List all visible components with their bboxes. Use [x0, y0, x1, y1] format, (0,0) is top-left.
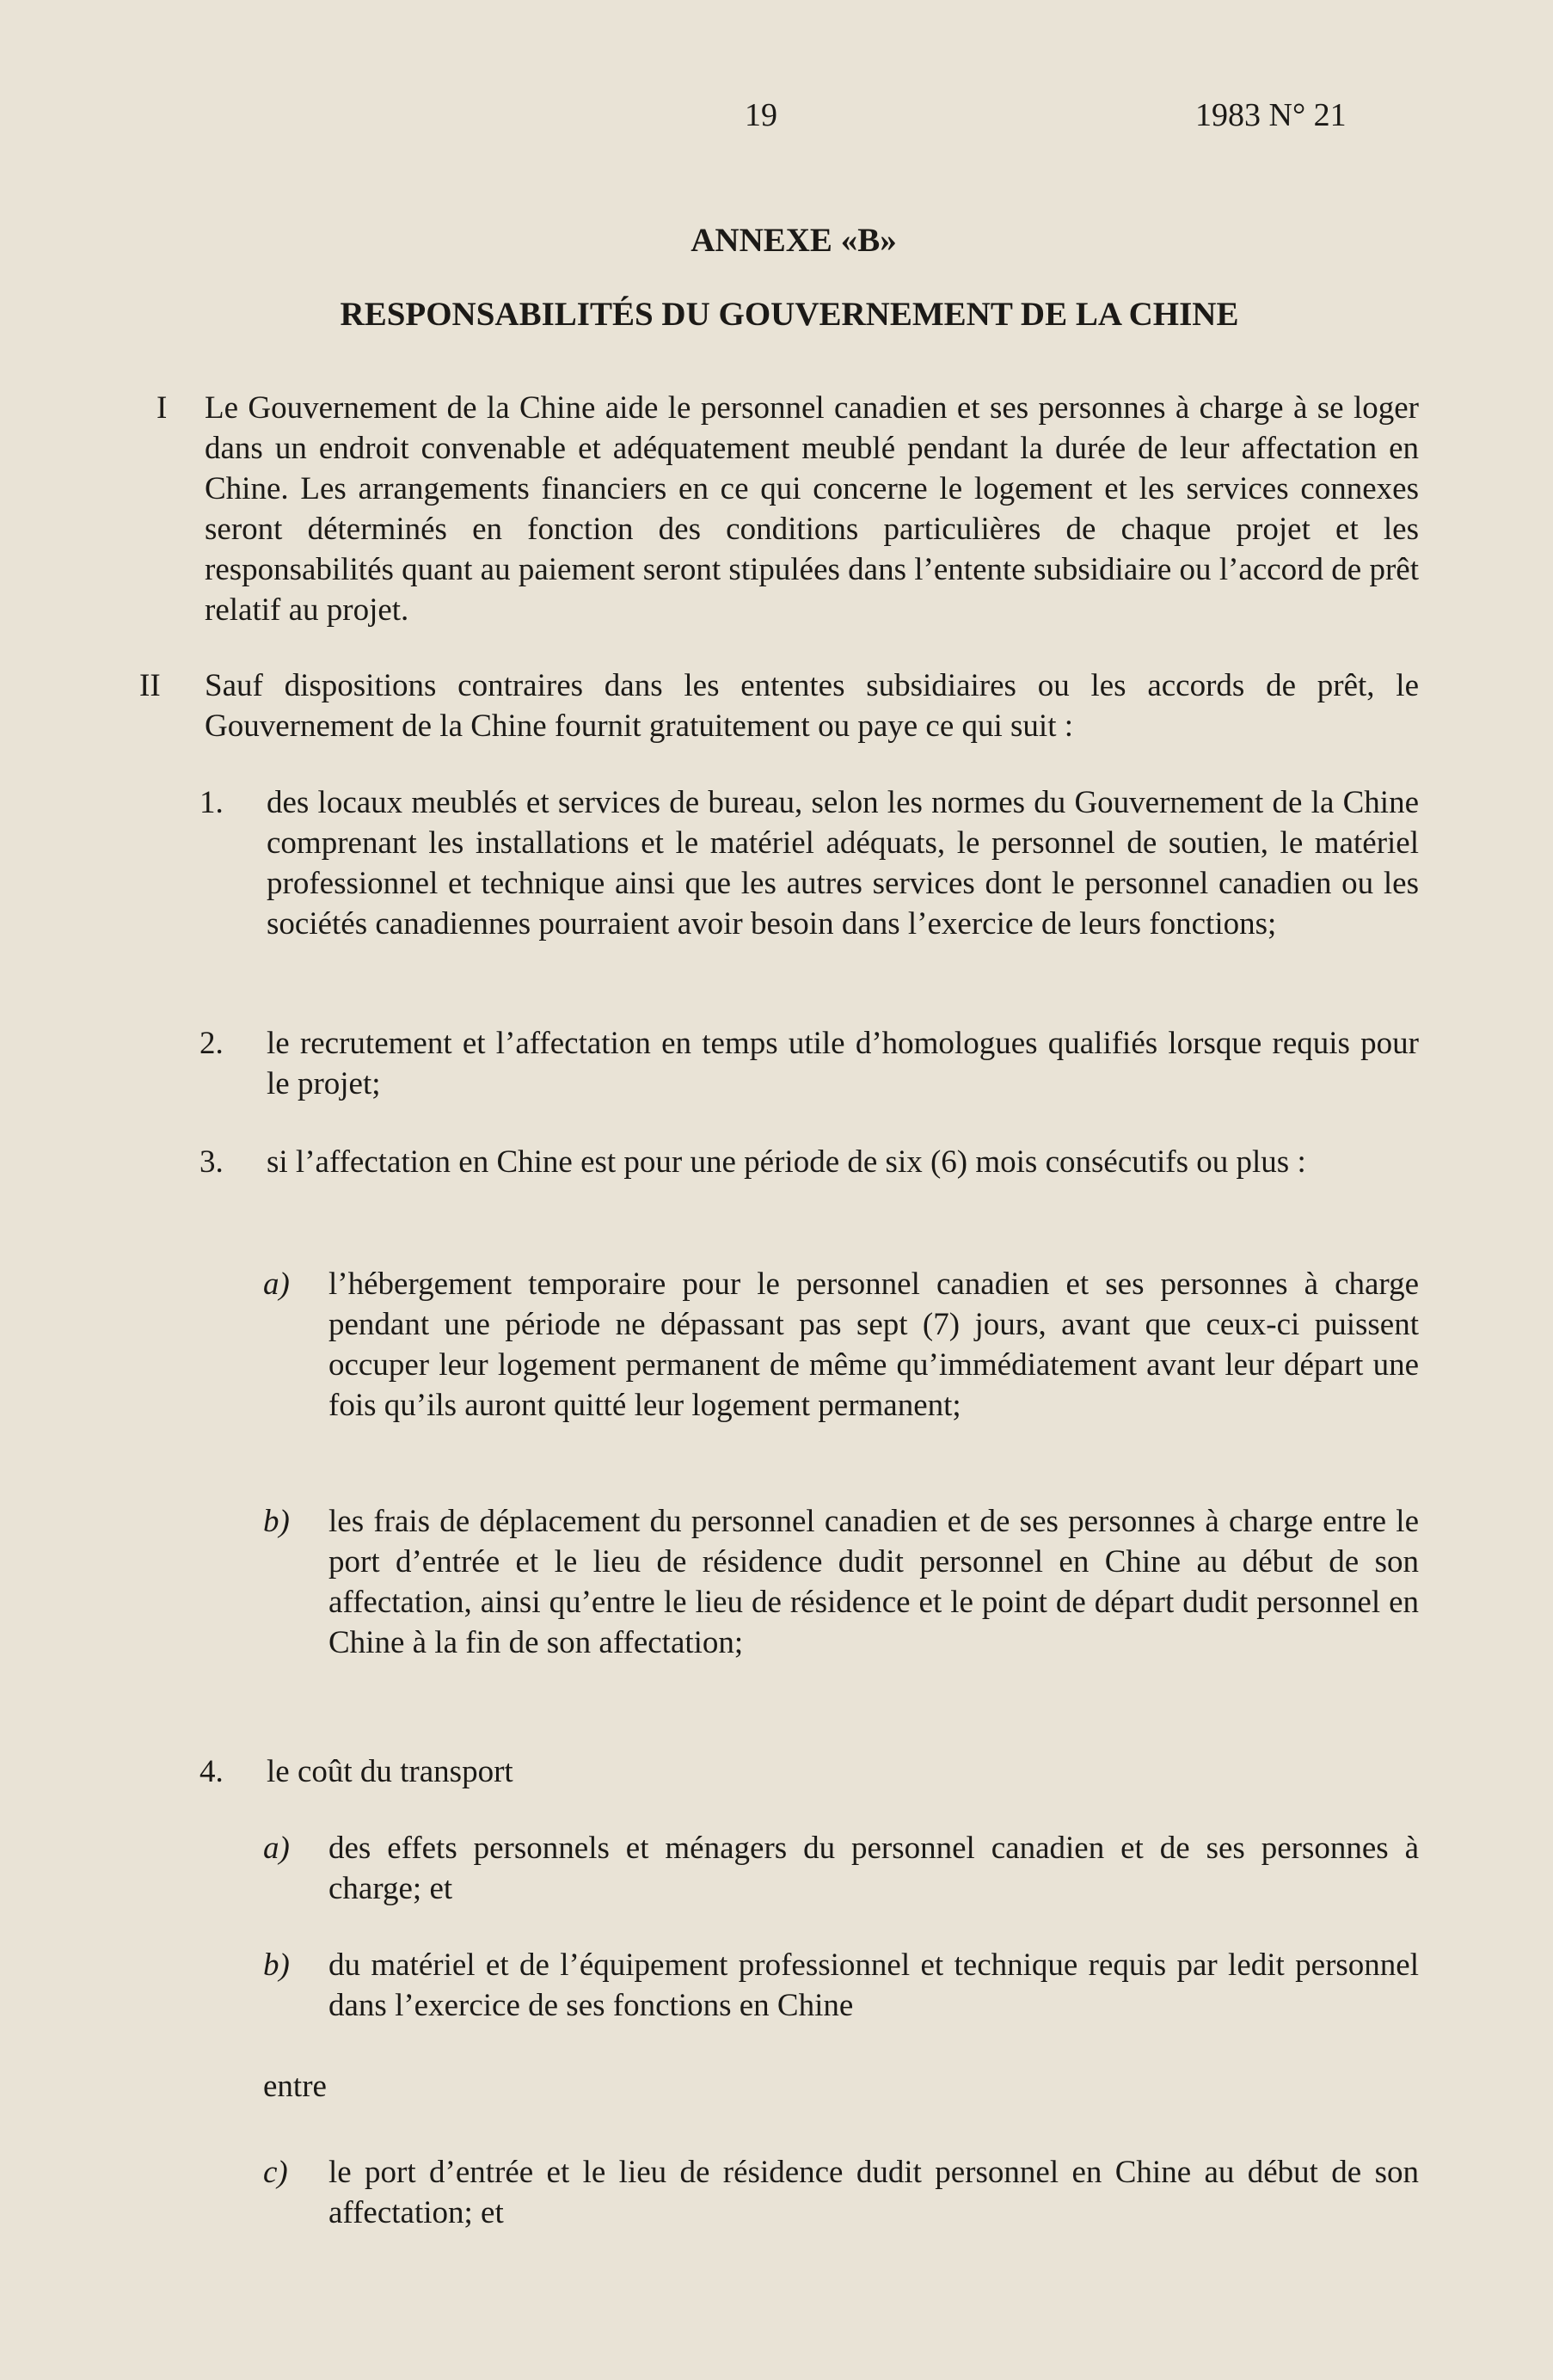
item-2-text: le recrutement et l’affectation en temps utile d’homologues qualifiés lorsque requis pour le projet; — [267, 1026, 1419, 1101]
section-I-numeral: I — [157, 390, 168, 426]
item-3-label: 3. — [199, 1144, 224, 1180]
item-1-label: 1. — [199, 785, 224, 820]
section-I-text: Le Gouvernement de la Chine aide le personnel canadien et ses personnes à charge à se loger dans un endroit convenable et adéquatement meublé pendant la durée de leur affectation en Chine. Les arrangements financiers en ce qui concerne le logement et les services connexes seront déterminés en fonction des conditions particulières de chaque projet et les responsabilités quant au paiement seront stipulées dans l’entente subsidiaire ou l’accord de prêt relatif au projet. — [205, 390, 1419, 628]
section-II-numeral: II — [139, 668, 161, 703]
item-4-label: 4. — [199, 1754, 224, 1789]
item-4a-text: des effets personnels et ménagers du personnel canadien et de ses personnes à charge; et — [328, 1831, 1419, 1906]
item-3b-label: b) — [263, 1504, 290, 1539]
page-header — [0, 96, 1553, 139]
item-3b-text: les frais de déplacement du personnel canadien et de ses personnes à charge entre le port d’entrée et le lieu de résidence dudit personnel en Chine au début de son affectation, ainsi qu’entre le lieu de résidence et le point de départ dudit personnel en Chine à la fin de son affectation; — [328, 1504, 1419, 1660]
item-2-label: 2. — [199, 1026, 224, 1061]
item-4b-text: du matériel et de l’équipement professionnel et technique requis par ledit personnel dans l’exercice de ses fonctions en Chine — [328, 1948, 1419, 2023]
item-3a-text: l’hébergement temporaire pour le personnel canadien et ses personnes à charge pendant une période ne dépassant pas sept (7) jours, avant que ceux-ci puissent occuper leur logement permanent de même qu’immédiatement avant leur départ une fois qu’ils auront quitté leur logement permanent; — [328, 1267, 1419, 1423]
item-4c-label: c) — [263, 2155, 288, 2190]
page-number: 19 — [745, 97, 777, 133]
entre-connector: entre — [263, 2069, 327, 2104]
item-1-text: des locaux meublés et services de bureau, selon les normes du Gouvernement de la Chine comprenant les installations et le matériel adéquats, le personnel de soutien, le matériel professionnel et technique ainsi que les autres services dont le personnel canadien ou les sociétés canadiennes pourraient avoir besoin dans l’exercice de leurs fonctions; — [267, 785, 1419, 942]
item-4a-label: a) — [263, 1831, 290, 1866]
statute-reference: 1983 N° 21 — [1195, 97, 1347, 133]
item-4-text: le coût du transport — [267, 1754, 513, 1789]
annex-heading: RESPONSABILITÉS DU GOUVERNEMENT DE LA CHINE — [340, 296, 1239, 333]
annex-title: ANNEXE «B» — [691, 222, 897, 259]
item-4c-text: le port d’entrée et le lieu de résidence dudit personnel en Chine au début de son affectation; et — [328, 2155, 1419, 2230]
section-II-text: Sauf dispositions contraires dans les ententes subsidiaires ou les accords de prêt, le Gouvernement de la Chine fournit gratuitement ou paye ce qui suit : — [205, 668, 1419, 744]
item-3a-label: a) — [263, 1267, 290, 1302]
item-4b-label: b) — [263, 1948, 290, 1983]
item-3-text: si l’affectation en Chine est pour une période de six (6) mois consécutifs ou plus : — [267, 1144, 1306, 1180]
